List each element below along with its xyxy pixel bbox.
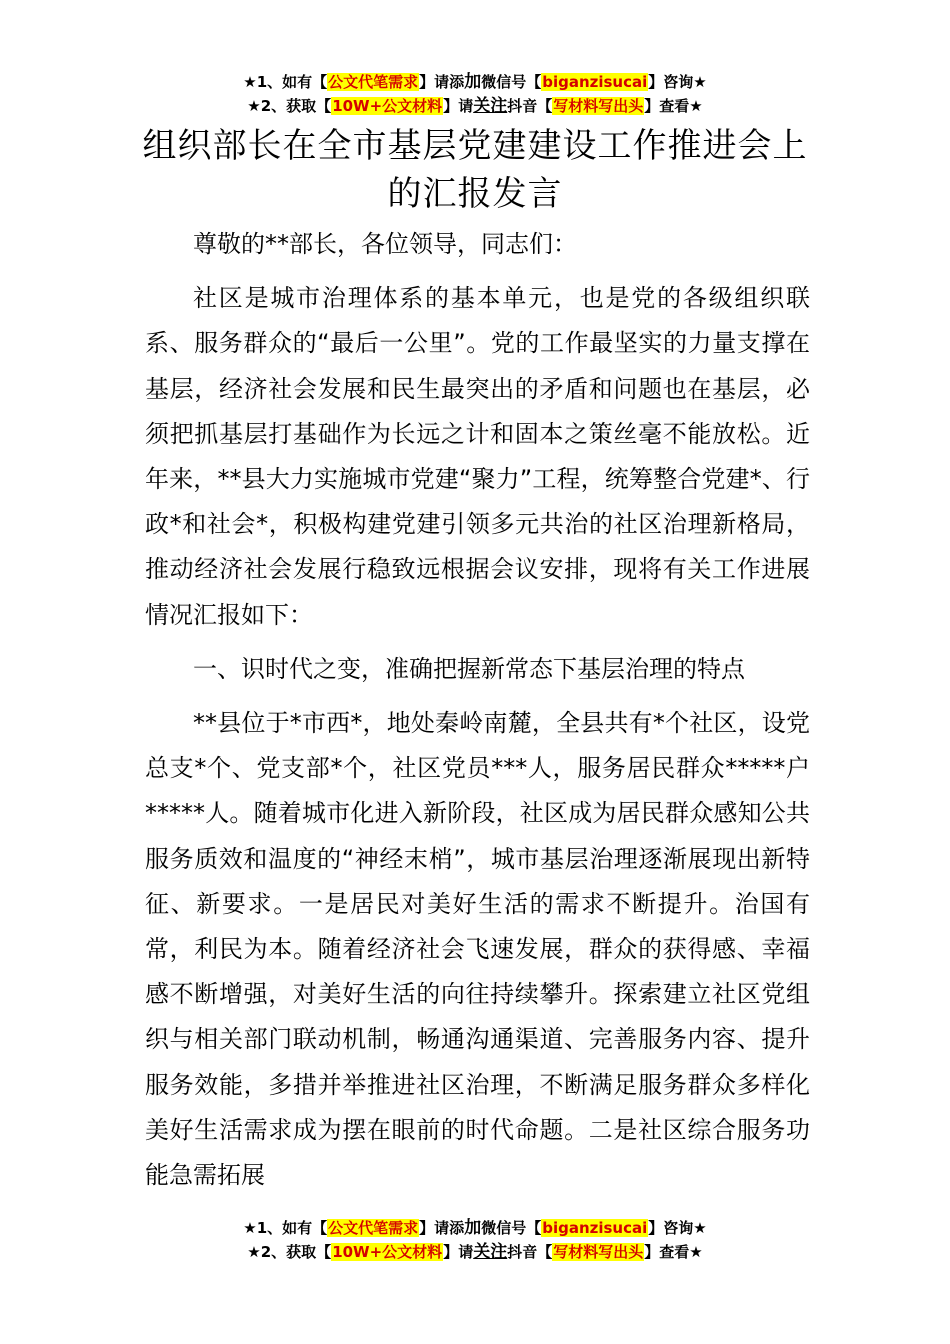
highlight-materials: 10W+公文材料 [332,97,443,115]
highlight-wechat-id: biganzisucai [542,1219,648,1237]
highlight-materials: 10W+公文材料 [332,1243,443,1261]
top-ad-banner [0,70,950,118]
bottom-ad-banner [0,1216,950,1264]
highlight-douyin-name: 写材料写出头 [553,1243,644,1261]
banner-line-1: ★1、如有【公文代笔需求】请添加微信号【biganzisucai】咨询★ [243,1218,707,1238]
salutation: 尊敬的**部长，各位领导，同志们： [193,230,577,258]
section-heading-1: 一、识时代之变，准确把握新常态下基层治理的特点 [193,654,745,683]
banner-line-2: ★2、获取【10W+公文材料】请关注抖音【写材料写出头】查看★ [247,1242,703,1262]
document-body [145,222,810,1198]
banner-line-2: ★2、获取【10W+公文材料】请关注抖音【写材料写出头】查看★ [247,96,703,116]
highlight-wechat-id: biganzisucai [542,73,648,91]
highlight-service: 公文代笔需求 [328,1219,419,1237]
highlight-douyin-name: 写材料写出头 [553,97,644,115]
highlight-service: 公文代笔需求 [328,73,419,91]
paragraph-county-overview: **县位于*市西*，地处秦岭南麓，全县共有*个社区，设党总支*个、党支部*个，社区党员***人，服务居民群众*****户*****人。随着城市化进入新阶段，社区成为居民群众感知公共服务质效和温度的“神经末梢”，城市基层治理逐渐展现出新特征、新要求。一是居民对美好生活的需求不断提升。治国有常，利民为本。随着经济社会飞速发展，群众的获得感、幸福感不断增强，对美好生活的向往持续攀升。探索建立社区党组织与相关部门联动机制，畅通沟通渠道、完善服务内容、提升服务效能，多措并举推进社区治理，不断满足服务群众多样化美好生活需求成为摆在眼前的时代命题。二是社区综合服务功能急需拓展 [145,709,810,1190]
document-title [0,122,950,218]
paragraph-intro: 社区是城市治理体系的基本单元，也是党的各级组织联系、服务群众的“最后一公里”。党的工作最坚实的力量支撑在基层，经济社会发展和民生最突出的矛盾和问题也在基层，必须把抓基层打基础作为长远之计和固本之策丝毫不能放松。近年来，**县大力实施城市党建“聚力”工程，统筹整合党建*、行政*和社会*，积极构建党建引领多元共治的社区治理新格局，推动经济社会发展行稳致远根据会议安排，现将有关工作进展情况汇报如下： [145,284,810,629]
title-line-1: 组织部长在全市基层党建建设工作推进会上 [142,126,808,166]
banner-line-1: ★1、如有【公文代笔需求】请添加微信号【biganzisucai】咨询★ [243,72,707,92]
title-line-2: 的汇报发言 [387,174,563,214]
